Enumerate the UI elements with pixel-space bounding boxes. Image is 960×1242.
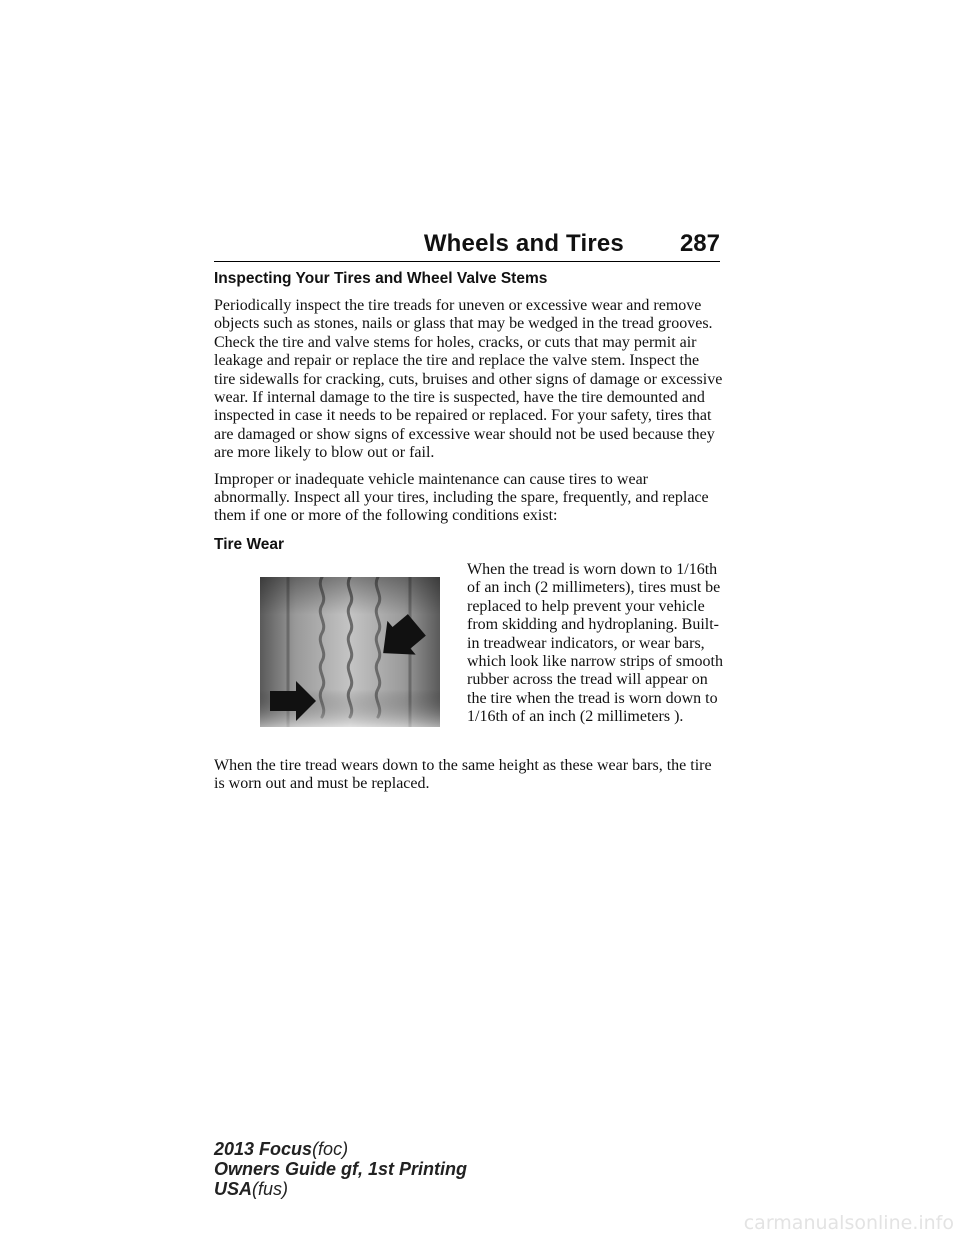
paragraph-inspect: Periodically inspect the tire treads for uneven or excessive wear and remove objects such as stones, nails or glass that may be wedged in the tread grooves. Check the tire and valve stems for holes, cracks, or cuts that may permit air leakage and repair or replace the tire and replace the valve stem. Inspect the tire sidewalls for cracking, cuts, bruises and other signs of damage or excessive wear. If internal damage to the tire is suspected, have the tire demounted and inspected in case it needs to be repaired or replaced. For your safety, tires that are damaged or show signs of excessive wear should not be used because they are more likely to blow out or fail. — [214, 297, 723, 462]
footer-market: USA — [214, 1179, 253, 1199]
footer-model-code: (foc) — [312, 1139, 349, 1159]
footer-line-2 — [214, 1159, 467, 1179]
footer-line-1 — [214, 1139, 467, 1159]
footer-model: 2013 Focus — [214, 1139, 313, 1159]
footer-line-3 — [214, 1179, 467, 1199]
page-number: 287 — [679, 230, 720, 257]
paragraph-maintenance: Improper or inadequate vehicle maintenance can cause tires to wear abnormally. Inspect all your tires, including the spare, frequently, and replace them if one or more of the following conditions exist: — [214, 470, 709, 525]
section-heading: Inspecting Your Tires and Wheel Valve Stems — [214, 270, 548, 287]
footer-guide: Owners Guide gf, 1st Printing — [214, 1159, 468, 1179]
tire-tread-icon — [260, 577, 440, 727]
page-footer — [214, 1139, 467, 1199]
paragraph-worn-out: When the tire tread wears down to the same height as these wear bars, the tire is worn out and must be replaced. — [214, 756, 712, 793]
tire-wear-heading: Tire Wear — [214, 535, 285, 553]
page-title: Wheels and Tires — [423, 230, 624, 257]
site-watermark: carmanualsonline.info — [743, 1212, 954, 1234]
header-rule — [214, 261, 720, 262]
page-content — [214, 268, 724, 802]
tire-wear-description: When the tread is worn down to 1/16th of an inch (2 millimeters), tires must be replaced to help prevent your vehicle from skidding and hydroplaning. Built-in treadwear indicators, or wear bars, which look like narrow strips of smooth rubber across the tread will appear on the tire when the tread is worn down to 1/16th of an inch (2 millimeters ). — [467, 560, 723, 726]
page-header — [214, 228, 720, 262]
tire-wear-block — [214, 560, 724, 751]
footer-market-code: (fus) — [252, 1179, 289, 1199]
